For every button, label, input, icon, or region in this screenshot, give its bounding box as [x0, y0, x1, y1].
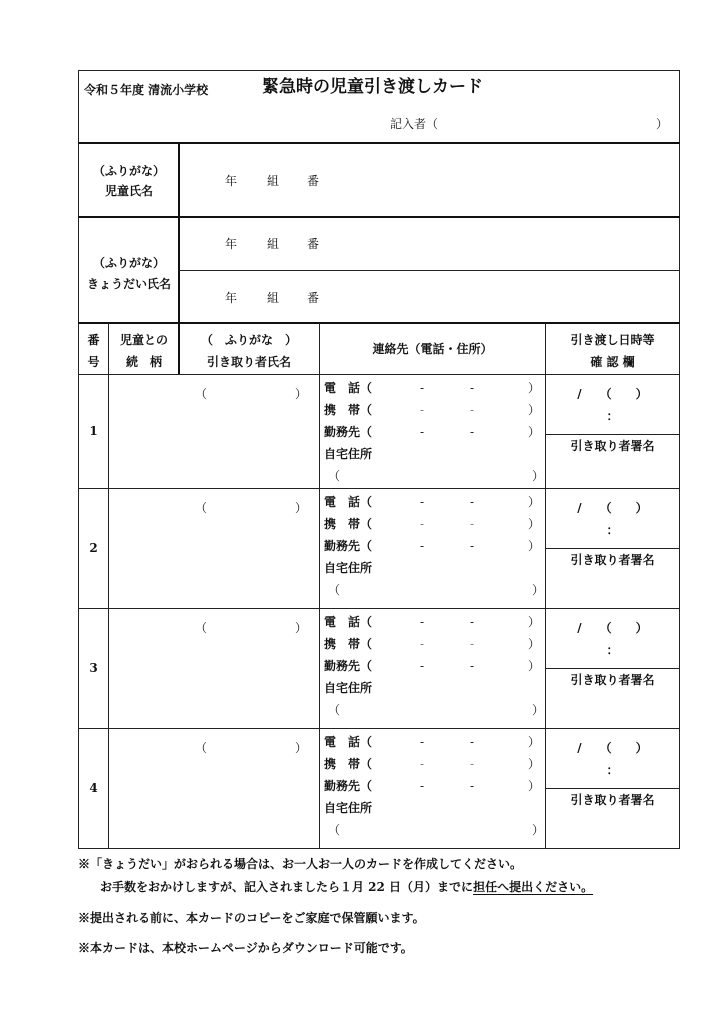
contact-phone-field[interactable]	[372, 494, 522, 510]
header-no-1: 番	[87, 333, 100, 347]
pickup-time-mark: ：	[606, 409, 619, 423]
pickup-name-field[interactable]	[182, 382, 316, 482]
name-paren-open: （	[195, 741, 208, 755]
sibling1-grade-label: 年	[225, 237, 238, 251]
contact-phone-field[interactable]	[372, 614, 522, 630]
relation-field[interactable]	[110, 730, 177, 846]
header-no-2: 号	[87, 355, 100, 369]
filler-name-field[interactable]	[452, 114, 652, 132]
name-paren-open: （	[195, 387, 208, 401]
pickup-date-mark: / （ ）	[577, 621, 648, 635]
contact-mobile-field[interactable]	[372, 516, 522, 532]
frame-bottom-line	[78, 848, 680, 849]
pickup-date-mark: / （ ）	[577, 501, 648, 515]
signature-label: 引き取り者署名	[570, 553, 655, 567]
relation-field[interactable]	[110, 376, 177, 486]
contact-label-address: 自宅住所	[324, 561, 373, 575]
contact-label-phone: 電 話（	[324, 495, 373, 509]
contact-paren-close: ）	[528, 659, 541, 673]
contact-label-phone: 電 話（	[324, 381, 373, 395]
child-furigana-label: （ふりがな）	[92, 164, 165, 178]
note-deadline-text: お手数をおかけしますが、記入されましたら１月 22 日（月）までに	[100, 880, 474, 894]
row-number: 1	[89, 424, 98, 438]
header-relation-2: 続 柄	[125, 355, 162, 369]
contact-dash: -	[470, 779, 475, 793]
table-header-bottom	[78, 374, 680, 375]
contact-dash: -	[470, 403, 475, 417]
contact-dash: -	[420, 425, 425, 439]
pickup-name-field[interactable]	[182, 736, 316, 842]
header-contact: 連絡先（電話・住所）	[372, 342, 493, 356]
child-number-label: 番	[307, 174, 320, 188]
header-relation-1: 児童との	[119, 333, 168, 347]
relation-field[interactable]	[110, 490, 177, 606]
header-confirm-1: 引き渡し日時等	[570, 333, 655, 347]
row-number: 4	[89, 781, 98, 795]
contact-label-work: 勤務先（	[324, 539, 373, 553]
col-line-name	[319, 323, 320, 848]
contact-work-field[interactable]	[372, 538, 522, 554]
address-field[interactable]	[340, 466, 526, 484]
address-field[interactable]	[340, 820, 526, 838]
contact-dash: -	[470, 757, 475, 771]
contact-label-mobile: 携 帯（	[324, 637, 373, 651]
confirm-divider	[545, 434, 679, 435]
contact-paren-close: ）	[528, 757, 541, 771]
filler-label: 記入者（	[390, 117, 439, 131]
confirm-divider	[545, 788, 679, 789]
header-divider	[78, 142, 680, 144]
contact-dash: -	[470, 615, 475, 629]
child-name-label: 児童氏名	[104, 184, 153, 198]
pickup-name-field[interactable]	[182, 616, 316, 722]
sibling1-name-field[interactable]	[330, 222, 675, 266]
sibling1-class-label: 組	[267, 237, 280, 251]
pickup-date-mark: / （ ）	[577, 741, 648, 755]
contact-paren-close: ）	[528, 615, 541, 629]
contact-work-field[interactable]	[372, 778, 522, 794]
address-paren-close: ）	[532, 703, 545, 717]
contact-dash: -	[470, 659, 475, 673]
signature-field[interactable]	[548, 690, 676, 724]
frame-left-line	[78, 70, 79, 848]
contact-phone-field[interactable]	[372, 380, 522, 396]
pickup-name-field[interactable]	[182, 496, 316, 602]
contact-dash: -	[470, 381, 475, 395]
contact-dash: -	[470, 539, 475, 553]
contact-paren-close: ）	[528, 735, 541, 749]
relation-field[interactable]	[110, 610, 177, 726]
contact-phone-field[interactable]	[372, 734, 522, 750]
address-paren-close: ）	[532, 823, 545, 837]
filler-close-paren: ）	[656, 117, 669, 131]
confirm-divider	[545, 668, 679, 669]
name-paren-close: ）	[295, 621, 308, 635]
school-year-name: 令和５年度 清流小学校	[84, 83, 209, 97]
pickup-time-mark: ：	[606, 643, 619, 657]
name-paren-close: ）	[295, 741, 308, 755]
contact-dash: -	[420, 757, 425, 771]
row-number: 2	[89, 541, 98, 555]
child-row-bottom	[78, 216, 680, 218]
pickup-time-mark: ：	[606, 523, 619, 537]
signature-field[interactable]	[548, 810, 676, 844]
contact-dash: -	[420, 659, 425, 673]
frame-top-line	[78, 70, 679, 71]
row-number: 3	[89, 661, 98, 675]
contact-paren-close: ）	[528, 425, 541, 439]
contact-label-mobile: 携 帯（	[324, 517, 373, 531]
sibling-name-label: きょうだい氏名	[86, 277, 171, 291]
confirm-divider	[545, 548, 679, 549]
contact-dash: -	[420, 615, 425, 629]
contact-work-field[interactable]	[372, 658, 522, 674]
sibling1-number-label: 番	[307, 237, 320, 251]
sibling-furigana-label: （ふりがな）	[92, 256, 165, 270]
address-paren-open: （	[328, 469, 341, 483]
contact-dash: -	[470, 425, 475, 439]
sibling-row-bottom	[78, 322, 680, 324]
address-field[interactable]	[340, 700, 526, 718]
contact-paren-close: ）	[528, 539, 541, 553]
col-line-no	[108, 323, 109, 848]
address-field[interactable]	[340, 580, 526, 598]
contact-label-mobile: 携 帯（	[324, 403, 373, 417]
header-name-2: 引き取り者氏名	[206, 355, 291, 369]
contact-paren-close: ）	[528, 637, 541, 651]
contact-dash: -	[470, 735, 475, 749]
contact-label-work: 勤務先（	[324, 779, 373, 793]
contact-dash: -	[470, 637, 475, 651]
address-paren-close: ）	[532, 583, 545, 597]
contact-paren-close: ）	[528, 517, 541, 531]
sibling-row-divider	[178, 270, 680, 271]
contact-paren-close: ）	[528, 495, 541, 509]
row-divider	[78, 608, 680, 609]
frame-right-line	[679, 70, 680, 848]
contact-dash: -	[420, 779, 425, 793]
address-paren-open: （	[328, 823, 341, 837]
contact-label-phone: 電 話（	[324, 615, 373, 629]
sibling2-class-label: 組	[267, 291, 280, 305]
contact-dash: -	[420, 735, 425, 749]
contact-dash: -	[420, 495, 425, 509]
contact-label-address: 自宅住所	[324, 801, 373, 815]
name-paren-close: ）	[295, 387, 308, 401]
name-paren-open: （	[195, 621, 208, 635]
signature-label: 引き取り者署名	[570, 439, 655, 453]
child-grade-label: 年	[225, 174, 238, 188]
row-divider	[78, 728, 680, 729]
contact-label-address: 自宅住所	[324, 681, 373, 695]
contact-mobile-field[interactable]	[372, 756, 522, 772]
signature-field[interactable]	[548, 570, 676, 604]
contact-dash: -	[470, 495, 475, 509]
signature-label: 引き取り者署名	[570, 793, 655, 807]
contact-dash: -	[420, 637, 425, 651]
note-copy: ※提出される前に、本カードのコピーをご家庭で保管願います。	[78, 911, 425, 925]
sibling2-number-label: 番	[307, 291, 320, 305]
pickup-time-mark: ：	[606, 763, 619, 777]
contact-dash: -	[420, 381, 425, 395]
contact-label-mobile: 携 帯（	[324, 757, 373, 771]
note-siblings: ※「きょうだい」がおられる場合は、お一人お一人のカードを作成してください。	[78, 857, 523, 871]
sibling2-grade-label: 年	[225, 291, 238, 305]
child-name-field[interactable]	[330, 150, 675, 210]
note-deadline-underlined: 担任へ提出ください。	[473, 880, 594, 894]
row-divider	[78, 488, 680, 489]
contact-paren-close: ）	[528, 381, 541, 395]
contact-dash: -	[420, 403, 425, 417]
note-deadline	[100, 879, 593, 895]
contact-dash: -	[420, 517, 425, 531]
card-title: 緊急時の児童引き渡しカード	[262, 77, 483, 97]
address-paren-close: ）	[532, 469, 545, 483]
header-confirm-2: 確 認 欄	[590, 355, 635, 369]
signature-field[interactable]	[548, 456, 676, 484]
signature-label: 引き取り者署名	[570, 673, 655, 687]
contact-mobile-field[interactable]	[372, 402, 522, 418]
note-download: ※本カードは、本校ホームページからダウンロード可能です。	[78, 941, 413, 955]
contact-mobile-field[interactable]	[372, 636, 522, 652]
contact-paren-close: ）	[528, 403, 541, 417]
contact-dash: -	[470, 517, 475, 531]
contact-label-phone: 電 話（	[324, 735, 373, 749]
contact-dash: -	[420, 539, 425, 553]
address-paren-open: （	[328, 583, 341, 597]
sibling2-name-field[interactable]	[330, 276, 675, 320]
contact-label-address: 自宅住所	[324, 447, 373, 461]
contact-work-field[interactable]	[372, 424, 522, 440]
contact-label-work: 勤務先（	[324, 659, 373, 673]
child-class-label: 組	[267, 174, 280, 188]
name-paren-close: ）	[295, 501, 308, 515]
header-name-1: （ ふりがな ）	[200, 333, 297, 347]
pickup-date-mark: / （ ）	[577, 387, 648, 401]
contact-label-work: 勤務先（	[324, 425, 373, 439]
name-paren-open: （	[195, 501, 208, 515]
contact-paren-close: ）	[528, 779, 541, 793]
address-paren-open: （	[328, 703, 341, 717]
